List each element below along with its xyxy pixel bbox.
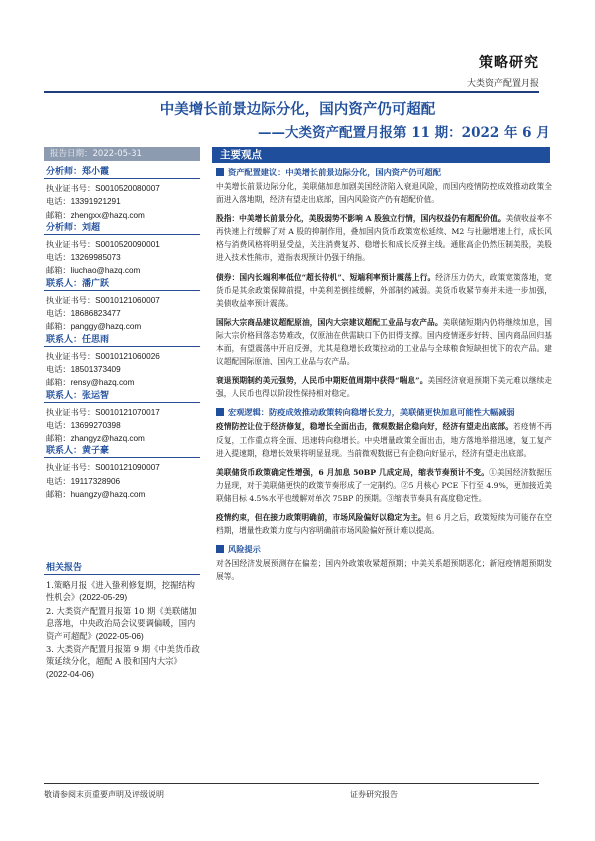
section-heading: 宏观逻辑：防疫成效推动政策转向稳增长发力，美联储更快加息可能性大幅减弱 <box>216 406 552 418</box>
paragraph: 债券：国内长端利率低位“超长待机”、短端利率预计震荡上行。经济压力仍大，政策宽策落地，宽货币是其余政策保障前提，中美利差倒挂缓解，外部制约减弱。美货币收紧节奏并未进一步加强，美债收益率预计震荡。 <box>216 272 552 308</box>
paragraph: 对各国经济发展预测存在偏差；国内外政策收紧超预期；中美关系超预期恶化；新冠疫情超预期发展等。 <box>216 559 552 582</box>
footer-disclaimer: 敬请参阅末页重要声明及评级说明 <box>44 790 164 799</box>
section-heading: 资产配置建议：中美增长前景边际分化，国内资产仍可超配 <box>216 166 552 178</box>
license-line: 执业证书号：S0010520090001 <box>46 238 160 249</box>
square-bullet-icon <box>216 545 224 553</box>
main-points-header: 主要观点 <box>212 147 550 163</box>
footer-rule <box>44 783 539 784</box>
phone-line: 电话：18686823477 <box>46 308 121 319</box>
paragraph: 国际大宗商品建议超配原油，国内大宗建议超配工业品与农产品。美联储短期内仍将继续加息，国际大宗价格回落态势难改，仅原油在供需缺口下仍旧得支撑。国内疫情逐步好转、国内商品回归基本面，有望震荡中开启反弹，尤其是稳增长政策拉动的工业品与全球粮食短缺担忧下的农产品。建议超配国际原油、国内工业品与农产品。 <box>216 317 552 367</box>
divider <box>44 574 200 575</box>
phone-line: 电话：18501373409 <box>46 363 121 374</box>
license-line: 执业证书号：S0010520080007 <box>46 183 160 193</box>
analyst-name: 分析师：刘超 <box>46 222 101 233</box>
footer-doc-type: 证券研究报告 <box>350 790 398 799</box>
related-report-item[interactable]: 2. 大类资产配置月报第 10 期《美联储加息落地，中央政治局会议要调偏暖，国内资产可超配》(2022-05-06) <box>46 605 197 641</box>
license-line: 执业证书号：S0010121090007 <box>46 462 160 473</box>
phone-line: 电话：19117328906 <box>46 475 121 486</box>
contact-block <box>44 334 200 390</box>
contact-name: 联系人：任思雨 <box>46 334 110 345</box>
analyst-name: 分析师：郑小霞 <box>46 167 110 177</box>
license-line: 执业证书号：S0010121060007 <box>46 294 160 305</box>
divider <box>44 346 200 347</box>
square-bullet-icon <box>216 408 224 416</box>
paragraph: 疫情约束，但在接力政策明确前，市场风险偏好以稳定为主。但 6 月之后，政策短续为可能存在空档期，增量性政策力度与内容明确前市场风险偏好预计难以提高。 <box>216 512 552 536</box>
contact-block <box>44 390 200 446</box>
square-bullet-icon <box>216 168 224 176</box>
contact-block <box>44 278 200 334</box>
contact-block <box>44 445 200 501</box>
paragraph: 衰退预期制约美元强势，人民币中期贬值周期中获得“喘息”。美国经济衰退预期下美元难以继续走强，人民币也得以阶段性保持相对稳定。 <box>216 376 552 399</box>
analyst-block <box>44 166 200 222</box>
contact-name: 联系人：张运智 <box>46 390 110 401</box>
related-report-item[interactable]: 1.策略月报《进入蛰利修复期，挖掘结构性机会》(2022-05-29) <box>46 580 195 603</box>
email-line[interactable]: 邮箱：huangzy@hazq.com <box>46 489 146 500</box>
paragraph: 股指：中美增长前景分化，美股弱势不影响 A 股独立行情，国内权益仍有超配价值。美债收益率不再快速上行缓解了对 A 股的抑制作用，叠加国内货币政策宽松延续、M2 与社融增速上行，成长风格与消费风格将明显受益，关注消费复苏、稳增长和成长反弹主线。通胀高企仍然压制美股，美股进入技术性熊市，道指表现预计仍强于纳指。 <box>216 214 552 263</box>
report-category: 策略研究 <box>479 55 539 71</box>
paragraph: 中美增长前景边际分化，美联储加息加剧美国经济陷入衰退风险，而国内疫情防控成效推动政策全面进入落地期，经济有望走出底部，国内风险资产仍有超配价值。 <box>216 182 552 205</box>
phone-line: 电话：13269985073 <box>46 252 121 263</box>
header-rule <box>44 91 539 93</box>
report-subtitle: ——大类资产配置月报第 11 期：2022 年 6 月 <box>258 125 550 141</box>
main-points-body <box>216 166 552 589</box>
phone-line: 电话：13699270398 <box>46 419 121 430</box>
divider <box>44 457 200 458</box>
license-line: 执业证书号：S0010121060026 <box>46 350 160 361</box>
divider <box>44 290 200 291</box>
related-reports-list <box>44 579 200 681</box>
license-line: 执业证书号：S0010121070017 <box>46 406 160 417</box>
phone-line: 电话：13391921291 <box>46 196 121 207</box>
contact-name: 联系人：黄子豪 <box>46 446 110 457</box>
contact-name: 联系人：潘广跃 <box>46 278 110 289</box>
email-line[interactable]: 邮箱：zhangyz@hazq.com <box>46 433 145 444</box>
section-heading: 风险提示 <box>216 543 552 555</box>
analyst-sidebar <box>44 166 200 501</box>
report-title: 中美增长前景边际分化，国内资产仍可超配 <box>159 101 436 118</box>
report-date: 报告日期：2022-05-31 <box>44 147 200 161</box>
divider <box>44 234 200 235</box>
paragraph: 美联储货币政策确定性增强，6 月加息 50BP 几成定局，缩表节奏预计不变。①美国经济数据压力显现，对于美联储更快的政策节奏形成了一定制约。②5 月核心 PCE 下行至 4.9%，更加接近美联储目标 4.5%水平也缓解对单次 75BP 的预期。③缩表节奏具有高度稳定性。 <box>216 467 552 503</box>
related-reports-title: 相关报告 <box>46 563 83 573</box>
divider <box>44 178 200 179</box>
paragraph: 疫情防控让位于经济修复，稳增长全面出击，微观数据企稳向好，经济有望走出底部。若疫情不再反复，工作重点将全面、迅速转向稳增长。中央增量政策全面出击，地方落地举措迅速，复工复产进入提速期，稳增长效果将明显显现。当前微观数据已有企稳向好显示，经济有望走出底部。 <box>216 422 552 458</box>
report-series: 大类资产配置月报 <box>466 79 539 89</box>
email-line[interactable]: 邮箱：liuchao@hazq.com <box>46 265 141 276</box>
email-line[interactable]: 邮箱：zhengxx@hazq.com <box>46 209 145 220</box>
related-report-item[interactable]: 3. 大类资产配置月报第 9 期《中美货币政策延续分化，超配 A 股和国内大宗》(2022-04-06) <box>46 644 200 679</box>
divider <box>44 402 200 403</box>
analyst-block <box>44 222 200 278</box>
email-line[interactable]: 邮箱：rensy@hazq.com <box>46 377 135 388</box>
email-line[interactable]: 邮箱：panggy@hazq.com <box>46 321 142 332</box>
